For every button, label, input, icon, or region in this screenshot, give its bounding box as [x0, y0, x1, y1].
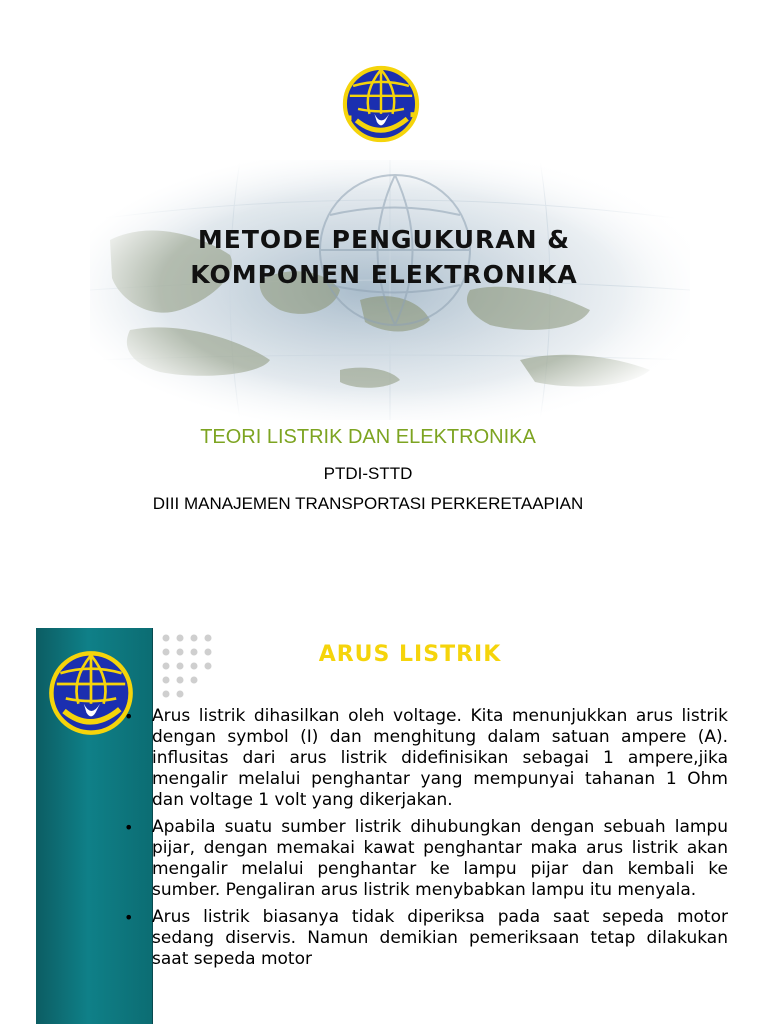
bullet-item: • Apabila suatu sumber listrik dihubungkan dengan sebuah lampu pijar, dengan memakai kawat penghantar maka arus listrik akan mengalir melalui penghantar ke lampu pijar dan kembali ke sumber. Pengaliran arus listrik menybabkan lampu itu menyala. — [124, 817, 728, 901]
bullet-item: • Arus listrik dihasilkan oleh voltage. Kita menunjukkan arus listrik dengan symbol (I) dan menghitung dalam satuan ampere (A). influsitas dari arus listrik didefinisikan sebagai 1 ampere,jika mengalir melalui penghantar yang mempunyai tahanan 1 Ohm dan voltage 1 volt yang dikerjakan. — [124, 706, 728, 811]
section-title: ARUS LISTRIK — [318, 642, 502, 667]
program-name: DIII MANAJEMEN TRANSPORTASI PERKERETAAPIAN — [152, 494, 584, 513]
content-slide — [0, 628, 768, 1024]
slide-title — [0, 222, 768, 292]
slide-title-line-1: METODE PENGUKURAN & — [197, 225, 571, 254]
globe-emblem-icon — [46, 648, 136, 738]
organization-name: PTDI-STTD — [323, 464, 413, 483]
bullet-list — [124, 706, 728, 976]
slide-subtitle: TEORI LISTRIK DAN ELEKTRONIKA — [200, 426, 536, 448]
globe-emblem-icon — [340, 63, 422, 145]
slide-title-line-2: KOMPONEN ELEKTRONIKA — [190, 260, 578, 289]
bullet-item: • Arus listrik biasanya tidak diperiksa pada saat sepeda motor sedang diservis. Namun demikian pemeriksaan tetap dilakukan saat sepeda motor — [124, 907, 728, 970]
